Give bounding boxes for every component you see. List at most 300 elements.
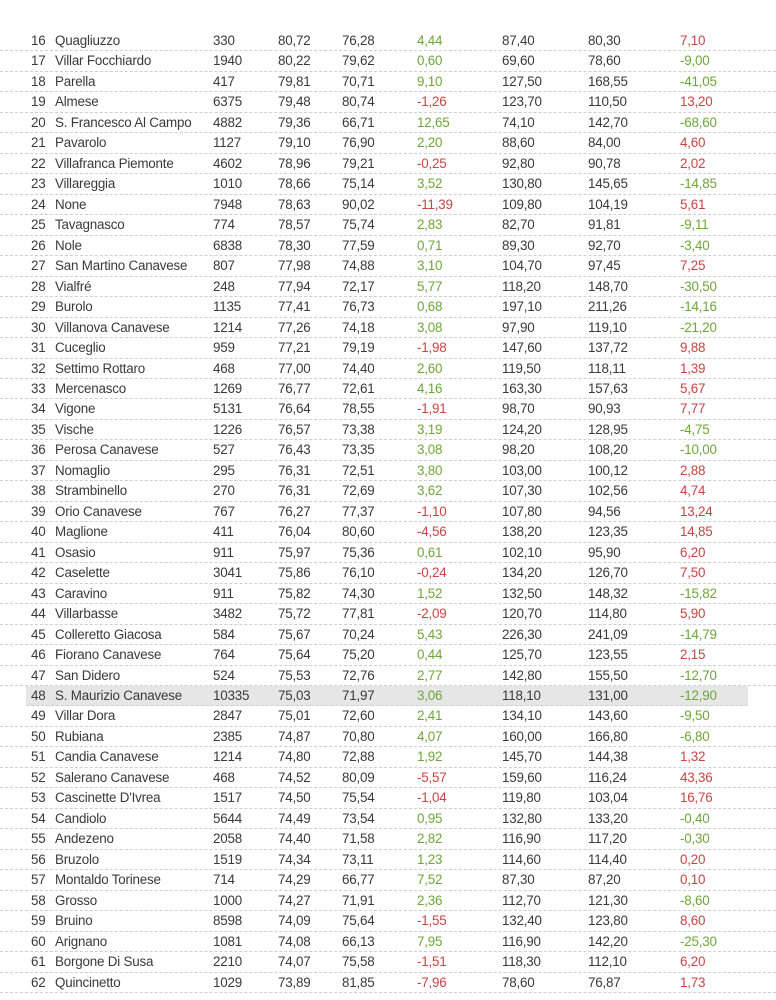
population: 411 xyxy=(213,524,234,540)
municipality-name: Grosso xyxy=(55,892,97,908)
score-difference: -1,91 xyxy=(417,401,447,417)
score-previous: 71,91 xyxy=(342,892,375,908)
population: 417 xyxy=(213,73,235,89)
rank-number: 45 xyxy=(31,626,46,642)
population: 270 xyxy=(213,483,235,499)
score-difference: 0,60 xyxy=(417,53,443,69)
value-current: 119,80 xyxy=(502,790,541,806)
score-previous: 79,21 xyxy=(342,155,375,171)
value-previous: 80,30 xyxy=(588,33,621,48)
population: 2385 xyxy=(213,728,242,744)
score-current: 74,27 xyxy=(278,892,311,908)
municipality-name: Rubiana xyxy=(55,728,104,744)
value-current: 160,00 xyxy=(502,728,542,744)
score-current: 74,09 xyxy=(278,913,311,929)
value-current: 92,80 xyxy=(502,155,535,171)
value-previous: 157,63 xyxy=(588,380,628,396)
score-previous: 70,71 xyxy=(342,73,375,89)
population: 714 xyxy=(213,872,235,888)
score-current: 76,31 xyxy=(278,462,311,478)
value-difference: 16,76 xyxy=(680,790,713,806)
score-previous: 78,55 xyxy=(342,401,375,417)
score-difference: 5,77 xyxy=(417,278,443,294)
table-row xyxy=(0,72,776,92)
score-previous: 66,71 xyxy=(342,114,375,130)
value-difference: 7,50 xyxy=(680,565,706,581)
value-difference: 6,20 xyxy=(680,544,706,560)
population: 468 xyxy=(213,769,235,785)
municipality-name: Strambinello xyxy=(55,483,128,499)
table-row xyxy=(0,604,776,624)
municipality-name: Bruino xyxy=(55,913,93,929)
value-difference: -14,16 xyxy=(680,299,717,315)
score-current: 80,72 xyxy=(278,33,311,48)
value-previous: 126,70 xyxy=(588,565,628,581)
score-previous: 71,97 xyxy=(342,688,375,703)
score-current: 80,22 xyxy=(278,53,311,69)
score-previous: 75,64 xyxy=(342,913,375,929)
value-difference: -9,50 xyxy=(680,708,710,724)
municipality-name: Villarbasse xyxy=(55,606,119,622)
score-previous: 90,02 xyxy=(342,196,375,212)
score-difference: 3,62 xyxy=(417,483,443,499)
score-current: 75,86 xyxy=(278,565,311,581)
value-previous: 118,11 xyxy=(588,360,626,376)
score-previous: 73,35 xyxy=(342,442,375,458)
municipality-name: Arignano xyxy=(55,933,108,949)
table-row xyxy=(0,461,776,481)
rank-number: 26 xyxy=(31,237,46,253)
value-current: 123,70 xyxy=(502,94,542,110)
score-current: 75,53 xyxy=(278,667,311,683)
score-previous: 80,09 xyxy=(342,769,375,785)
value-difference: 7,25 xyxy=(680,258,706,274)
score-current: 74,07 xyxy=(278,954,311,970)
table-row xyxy=(0,256,776,276)
value-difference: 4,60 xyxy=(680,135,706,151)
value-current: 82,70 xyxy=(502,217,535,233)
population: 1127 xyxy=(213,135,241,151)
rank-number: 36 xyxy=(31,442,46,458)
score-difference: -1,55 xyxy=(417,913,447,929)
value-current: 134,20 xyxy=(502,565,542,581)
population: 7948 xyxy=(213,196,242,212)
value-previous: 148,32 xyxy=(588,585,628,601)
score-current: 79,81 xyxy=(278,73,311,89)
score-difference: -1,51 xyxy=(417,954,447,970)
value-difference: 5,90 xyxy=(680,606,706,622)
table-row xyxy=(0,338,776,358)
value-previous: 91,81 xyxy=(588,217,621,233)
value-difference: -10,00 xyxy=(680,442,717,458)
score-difference: 1,23 xyxy=(417,851,443,867)
score-previous: 76,73 xyxy=(342,299,375,315)
municipality-name: Villar Dora xyxy=(55,708,116,724)
value-previous: 114,80 xyxy=(588,606,627,622)
value-current: 87,40 xyxy=(502,33,535,48)
score-previous: 66,77 xyxy=(342,872,375,888)
score-current: 75,64 xyxy=(278,647,311,663)
score-difference: 12,65 xyxy=(417,114,450,130)
value-difference: -12,90 xyxy=(680,688,717,703)
table-row xyxy=(0,829,776,849)
score-difference: 2,60 xyxy=(417,360,443,376)
value-difference: 2,15 xyxy=(680,647,706,663)
value-difference: 0,10 xyxy=(680,872,706,888)
municipality-name: Fiorano Canavese xyxy=(55,647,162,663)
value-current: 142,80 xyxy=(502,667,542,683)
score-current: 75,97 xyxy=(278,544,311,560)
population: 4882 xyxy=(213,114,242,130)
population: 2847 xyxy=(213,708,242,724)
municipality-name: Candia Canavese xyxy=(55,749,159,765)
rank-number: 30 xyxy=(31,319,46,335)
value-difference: 1,32 xyxy=(680,749,706,765)
rank-number: 48 xyxy=(31,688,46,703)
score-difference: -7,96 xyxy=(417,974,447,990)
score-difference: 0,71 xyxy=(417,237,443,253)
score-current: 77,26 xyxy=(278,319,311,335)
municipality-name: None xyxy=(55,196,87,212)
population: 330 xyxy=(213,33,235,48)
municipality-name: Villanova Canavese xyxy=(55,319,170,335)
value-difference: -21,20 xyxy=(680,319,717,335)
population: 6375 xyxy=(213,94,242,110)
value-previous: 123,55 xyxy=(588,647,628,663)
municipality-name: Maglione xyxy=(55,524,108,540)
value-difference: -12,70 xyxy=(680,667,717,683)
rank-number: 23 xyxy=(31,176,46,192)
value-current: 116,90 xyxy=(502,933,541,949)
municipality-name: Quincinetto xyxy=(55,974,121,990)
value-previous: 144,38 xyxy=(588,749,628,765)
table-row xyxy=(0,318,776,338)
value-current: 132,40 xyxy=(502,913,542,929)
value-difference: -25,30 xyxy=(680,933,717,949)
municipality-name: Nomaglio xyxy=(55,462,110,478)
score-previous: 72,17 xyxy=(342,278,375,294)
population: 2058 xyxy=(213,831,242,847)
value-difference: -8,60 xyxy=(680,892,710,908)
score-previous: 76,90 xyxy=(342,135,375,151)
score-difference: -0,24 xyxy=(417,565,447,581)
value-difference: 2,88 xyxy=(680,462,706,478)
value-previous: 108,20 xyxy=(588,442,628,458)
population: 911 xyxy=(213,544,234,560)
score-current: 77,98 xyxy=(278,258,311,274)
score-current: 73,89 xyxy=(278,974,311,990)
population: 764 xyxy=(213,647,235,663)
value-previous: 117,20 xyxy=(588,831,627,847)
rank-number: 40 xyxy=(31,524,46,540)
value-current: 107,30 xyxy=(502,483,542,499)
value-difference: -15,82 xyxy=(680,585,717,601)
municipality-name: Vigone xyxy=(55,401,96,417)
score-current: 75,72 xyxy=(278,606,311,622)
score-difference: -1,10 xyxy=(417,503,447,519)
value-difference: 7,10 xyxy=(680,33,706,48)
value-difference: 0,20 xyxy=(680,851,706,867)
table-row xyxy=(0,359,776,379)
rank-number: 55 xyxy=(31,831,46,847)
score-difference: 3,08 xyxy=(417,319,443,335)
value-current: 112,70 xyxy=(502,892,541,908)
score-difference: 3,52 xyxy=(417,176,443,192)
score-difference: 3,19 xyxy=(417,421,443,437)
rank-number: 33 xyxy=(31,380,46,396)
value-previous: 78,60 xyxy=(588,53,621,69)
score-current: 76,64 xyxy=(278,401,311,417)
value-previous: 142,20 xyxy=(588,933,628,949)
score-difference: 5,43 xyxy=(417,626,443,642)
score-current: 74,49 xyxy=(278,810,311,826)
municipality-name: Vialfré xyxy=(55,278,92,294)
value-current: 159,60 xyxy=(502,769,542,785)
municipality-name: Vische xyxy=(55,421,94,437)
value-difference: 5,67 xyxy=(680,380,706,396)
value-current: 130,80 xyxy=(502,176,542,192)
score-previous: 75,36 xyxy=(342,544,375,560)
value-current: 119,50 xyxy=(502,360,541,376)
table-row xyxy=(0,154,776,174)
value-previous: 131,00 xyxy=(588,688,628,703)
value-previous: 123,80 xyxy=(588,913,628,929)
score-difference: 0,61 xyxy=(417,544,443,560)
population: 807 xyxy=(213,258,235,274)
table-row xyxy=(0,297,776,317)
value-previous: 90,93 xyxy=(588,401,621,417)
value-previous: 104,19 xyxy=(588,196,628,212)
rank-number: 42 xyxy=(31,565,46,581)
score-previous: 80,60 xyxy=(342,524,375,540)
value-current: 197,10 xyxy=(502,299,542,315)
population: 1135 xyxy=(213,299,241,315)
table-row xyxy=(0,706,776,726)
value-difference: -6,80 xyxy=(680,728,710,744)
score-difference: 3,80 xyxy=(417,462,443,478)
value-previous: 211,26 xyxy=(588,299,627,315)
table-row xyxy=(0,563,776,583)
municipality-name: Candiolo xyxy=(55,810,107,826)
score-previous: 74,18 xyxy=(342,319,375,335)
value-current: 127,50 xyxy=(502,73,542,89)
table-row xyxy=(0,891,776,911)
value-previous: 114,40 xyxy=(588,851,627,867)
table-row xyxy=(0,215,776,235)
value-difference: -0,30 xyxy=(680,831,710,847)
score-current: 75,01 xyxy=(278,708,311,724)
rank-number: 50 xyxy=(31,728,46,744)
municipality-name: Perosa Canavese xyxy=(55,442,159,458)
municipality-name: Montaldo Torinese xyxy=(55,872,161,888)
value-difference: 1,73 xyxy=(680,974,706,990)
value-current: 98,20 xyxy=(502,442,535,458)
score-previous: 75,54 xyxy=(342,790,375,806)
rank-number: 31 xyxy=(31,340,46,356)
table-row xyxy=(26,686,748,706)
value-current: 125,70 xyxy=(502,647,542,663)
score-difference: 4,16 xyxy=(417,380,443,396)
score-previous: 72,76 xyxy=(342,667,375,683)
value-previous: 137,72 xyxy=(588,340,628,356)
population: 767 xyxy=(213,503,235,519)
score-previous: 72,69 xyxy=(342,483,375,499)
municipality-name: Bruzolo xyxy=(55,851,100,867)
value-current: 118,10 xyxy=(502,688,541,703)
score-current: 78,30 xyxy=(278,237,311,253)
score-previous: 72,51 xyxy=(342,462,375,478)
value-previous: 112,10 xyxy=(588,954,627,970)
score-difference: 7,95 xyxy=(417,933,443,949)
score-current: 74,50 xyxy=(278,790,311,806)
score-current: 74,34 xyxy=(278,851,311,867)
value-difference: -3,40 xyxy=(680,237,710,253)
score-difference: -1,98 xyxy=(417,340,447,356)
value-current: 118,20 xyxy=(502,278,541,294)
rank-number: 61 xyxy=(31,954,46,970)
value-current: 124,20 xyxy=(502,421,542,437)
score-previous: 77,81 xyxy=(342,606,375,622)
table-row xyxy=(0,666,776,686)
value-current: 98,70 xyxy=(502,401,535,417)
rank-number: 32 xyxy=(31,360,46,376)
value-difference: -14,79 xyxy=(680,626,717,642)
value-current: 132,50 xyxy=(502,585,542,601)
score-current: 75,03 xyxy=(278,688,311,703)
table-row xyxy=(0,379,776,399)
table-row xyxy=(0,645,776,665)
population: 468 xyxy=(213,360,235,376)
score-difference: 2,77 xyxy=(417,667,443,683)
score-current: 74,87 xyxy=(278,728,311,744)
municipality-name: Cascinette D'Ivrea xyxy=(55,790,161,806)
rank-number: 24 xyxy=(31,196,46,212)
rank-number: 27 xyxy=(31,258,46,274)
table-row xyxy=(0,932,776,952)
score-current: 77,00 xyxy=(278,360,311,376)
score-previous: 80,74 xyxy=(342,94,375,110)
score-previous: 79,19 xyxy=(342,340,375,356)
municipality-name: Caravino xyxy=(55,585,107,601)
score-previous: 81,85 xyxy=(342,974,375,990)
rank-number: 39 xyxy=(31,503,46,519)
population: 5131 xyxy=(213,401,242,417)
table-row xyxy=(0,522,776,542)
score-previous: 77,59 xyxy=(342,237,375,253)
rank-number: 38 xyxy=(31,483,46,499)
score-previous: 71,58 xyxy=(342,831,375,847)
value-previous: 119,10 xyxy=(588,319,627,335)
table-row xyxy=(0,399,776,419)
value-difference: 5,61 xyxy=(680,196,706,212)
score-previous: 73,38 xyxy=(342,421,375,437)
value-difference: 1,39 xyxy=(680,360,706,376)
value-difference: 6,20 xyxy=(680,954,706,970)
value-difference: 13,24 xyxy=(680,503,713,519)
score-current: 78,63 xyxy=(278,196,311,212)
value-difference: -4,75 xyxy=(680,421,710,437)
score-current: 75,82 xyxy=(278,585,311,601)
municipality-name: Mercenasco xyxy=(55,380,126,396)
value-previous: 123,35 xyxy=(588,524,628,540)
score-previous: 74,88 xyxy=(342,258,375,274)
score-previous: 79,62 xyxy=(342,53,375,69)
ranking-table xyxy=(0,31,776,993)
rank-number: 46 xyxy=(31,647,46,663)
municipality-name: Pavarolo xyxy=(55,135,107,151)
table-row xyxy=(0,543,776,563)
value-previous: 92,70 xyxy=(588,237,621,253)
table-row xyxy=(0,584,776,604)
table-row xyxy=(0,31,776,51)
table-row xyxy=(0,747,776,767)
rank-number: 41 xyxy=(31,544,46,560)
rank-number: 18 xyxy=(31,73,46,89)
value-current: 87,30 xyxy=(502,872,535,888)
rank-number: 47 xyxy=(31,667,46,683)
score-difference: -11,39 xyxy=(417,196,453,212)
table-row xyxy=(0,502,776,522)
table-row xyxy=(0,420,776,440)
rank-number: 60 xyxy=(31,933,46,949)
value-current: 88,60 xyxy=(502,135,535,151)
rank-number: 21 xyxy=(31,135,46,151)
value-difference: -41,05 xyxy=(680,73,717,89)
score-difference: 0,68 xyxy=(417,299,443,315)
population: 1940 xyxy=(213,53,242,69)
value-difference: 43,36 xyxy=(680,769,713,785)
value-current: 138,20 xyxy=(502,524,542,540)
score-current: 76,27 xyxy=(278,503,311,519)
value-previous: 142,70 xyxy=(588,114,628,130)
table-row xyxy=(0,133,776,153)
score-current: 74,52 xyxy=(278,769,311,785)
population: 1214 xyxy=(213,319,242,335)
score-difference: 2,82 xyxy=(417,831,443,847)
municipality-name: Nole xyxy=(55,237,82,253)
table-row xyxy=(0,952,776,972)
municipality-name: Settimo Rottaro xyxy=(55,360,146,376)
score-current: 74,29 xyxy=(278,872,311,888)
municipality-name: Andezeno xyxy=(55,831,114,847)
municipality-name: Villafranca Piemonte xyxy=(55,155,174,171)
municipality-name: Burolo xyxy=(55,299,93,315)
population: 1010 xyxy=(213,176,242,192)
rank-number: 43 xyxy=(31,585,46,601)
value-difference: 14,85 xyxy=(680,524,713,540)
score-current: 75,67 xyxy=(278,626,311,642)
value-current: 114,60 xyxy=(502,851,541,867)
value-previous: 155,50 xyxy=(588,667,628,683)
rank-number: 35 xyxy=(31,421,46,437)
rank-number: 59 xyxy=(31,913,46,929)
value-difference: -0,40 xyxy=(680,810,710,826)
score-difference: 3,06 xyxy=(417,688,443,703)
population: 1214 xyxy=(213,749,242,765)
value-current: 134,10 xyxy=(502,708,542,724)
score-difference: 3,08 xyxy=(417,442,443,458)
score-previous: 74,40 xyxy=(342,360,375,376)
value-previous: 241,09 xyxy=(588,626,628,642)
value-current: 89,30 xyxy=(502,237,535,253)
table-row xyxy=(0,973,776,993)
population: 1517 xyxy=(213,790,242,806)
score-current: 76,31 xyxy=(278,483,311,499)
score-previous: 72,60 xyxy=(342,708,375,724)
value-current: 120,70 xyxy=(502,606,542,622)
municipality-name: Cuceglio xyxy=(55,340,106,356)
value-current: 78,60 xyxy=(502,974,535,990)
